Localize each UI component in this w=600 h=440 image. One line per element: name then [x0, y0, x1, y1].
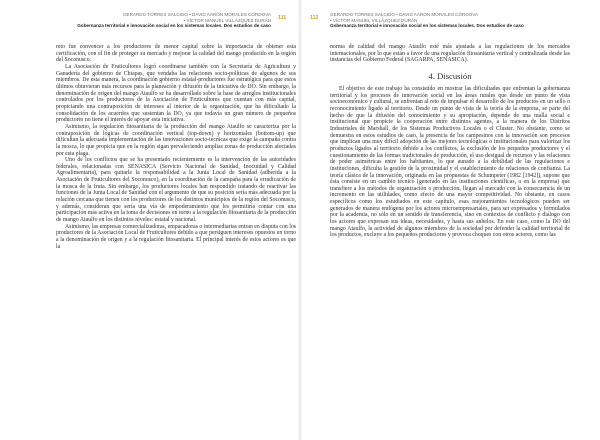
right-page-body	[330, 44, 570, 239]
right-intro-paragraph: norma de calidad del mango Ataulfo esté más ajustada a las regulaciones de los mercados internacionales, por lo que están a favor de una regulación fitosanitaria vertical y centralizada desde las instancias del Gobierno Federal (SAGARPA, SENASICA).	[330, 44, 570, 64]
left-page-body	[56, 44, 296, 250]
right-header-authors-line-2: • VÍCTOR MANUEL VILLÁZQUEZ DURÁN	[330, 17, 418, 23]
right-header-authors-line-1: GERARDO TORRES SALCIDO • DAVID AARÓN MORALES CÓRDOVA	[330, 12, 479, 17]
right-header-title: Gobernanza territorial e innovación social en los sistemas locales. Dos estudios de caso	[330, 23, 524, 29]
section-title-discussion: 4. Discusión	[428, 70, 472, 81]
left-paragraph-4: Uno de los conflictos que se ha presentado recientemente es la intervención de las autoridades federales, relacionadas con SENASICA (Servicio Nacional de Sanidad, Inocuidad y Calidad Agroalimentaria), para quitarle la responsabilidad a la Junta Local de Sanidad (adherida a la Asociación de Fruticultores del Soconusco), en la coordinación de la campaña para la erradicación de la mosca de la fruta. Sin embargo, los productores locales han respondido tratando de reactivar las funciones de la Junta Local de Sanidad con el argumento de que su posición sería más adecuada por la relación cercana que tienen con los productores de los distintos municipios de la región del Soconusco, y además, consideran que sería una vía de empoderamiento que les permitiría contar con una participación más activa en la toma de decisiones en torno a la regulación fitosanitaria de la producción de mango Ataulfo en los distintos niveles: estatal y nacional.	[56, 157, 296, 224]
left-paragraph-1: reto fue convencer a los productores de menor capital sobre la importancia de obtener esta certificación, con el fin de proteger su mercado y mejorar la calidad del mango producido en la región del Soconusco.	[56, 44, 296, 64]
left-header-authors-line-2: • VÍCTOR MANUEL VILLÁZQUEZ DURÁN	[183, 17, 271, 23]
right-paragraph-1: El objetivo de este trabajo ha consistido en mostrar las dificultades que enfrentan la gobernanza territorial y los procesos de innovación social en las áreas rurales que desde un punto de vista socioeconómico y cultural, se enfrentan al reto de impulsar el desarrollo de los productos en un sello o reconocimiento ligado al territorio. Desde un punto de vista de la teoría de la empresa, se parte del hecho de que la difusión del conocimiento y su apropiación, depende de una malla social e institucional que propicie la cooperación entre distintos agentes, a la manera de los Distritos Industriales de Marshall, de los Sistemas Productivos Locales o el Cluster. No obstante, como se demuestra en estos estudios de caso, la presencia de los campesinos con la innovación son procesos que implican una muy difícil adopción de las mejores tecnológicas o institucionales para valorizar los productos ligados al territorio debido a los conflictos, la exclusión de los pequeños productores y el cuestionamiento de las formas tradicionales de producción, el uso desigual de recursos y las relaciones de poder asimétricas entre los habitantes, lo que aunado a la debilidad de las regulaciones e instituciones, dificulta la gestión de la proximidad y el establecimiento de relaciones de confianza. La teoría clásica de la innovación, originada en las propuestas de Schumpeter (1982 [1942]), supone que ésta consiste en un cambio técnico (generado en las instituciones científicas, o en la empresa) que transfiere a los métodos de organización o producción, llegan al mercado con la consecuencia de un incremento en las utilidades, como efecto de una mayor competitividad. No obstante, en casos específicos como los estudiados en este capítulo, esas mejoramientos tecnológicos pueden ser generados de manera endógena por los actores microempresariales, para ser expresados y formulados por la academia, no sólo en un sentido de transferencia, sino en contextos de conflicto y diálogo con los actores que expresan sus ideas, necesidades, y hasta sus anhelos. En este caso, como la DO del mango Ataulfo, la actividad de algunos miembros de la sociedad por defender la calidad territorial de los productos, excluye a los pequeños productores y provoca choques con otros actores, como las	[330, 85, 570, 239]
left-header-authors-line-1: GERARDO TORRES SALCIDO • DAVID AARÓN MORALES CÓRDOVA	[122, 12, 271, 17]
left-paragraph-5: Asimismo, las empresas comercializadoras, empacadoras o intermediarias entran en disputa con los productores de la Asociación Local de Fruticultores debido a que persiguen intereses opuestos en torno a la denominación de origen y a la regulación fitosanitaria. El principal interés de estos actores es que la	[56, 223, 296, 250]
right-page	[300, 0, 600, 440]
left-paragraph-2: La Asociación de Fruticultores logró coordinarse también con la Secretaría de Agricultura y Ganadería del gobierno de Chiapas, que vendaba las relaciones socio-políticas de algunos de sus miembros. De esta manera, la coordinación gobierno estatal-productores fue estratégica para que estos últimos obtuvieran más recursos para la planeación y difusión de la iniciativa de DO. Sin embargo, la denominación de origen del mango Ataulfo se ha desarrollado sobre la base de arreglos institucionales controlados por los productores de la Asociación de Fruticultores que cuentan con más capital, propiciando una contraposición de intereses al interior de la organización, que ha dificultado la consolidación de los acuerdos que sustentan la DO, ya que todavía un gran número de pequeños productores no tiene el interés de apoyar esta iniciativa.	[56, 63, 296, 124]
right-page-number: 112	[310, 15, 319, 21]
left-running-header	[56, 12, 271, 36]
left-paragraph-3: Asimismo, la regulación fitosanitaria de la producción del mango Ataulfo se caracteriza por la contraposición de lógicas de coordinación vertical (top-down) y horizontales (bottom-up) que dificultan la adecuada implementación de las innovaciones socio-técnicas que exige la campaña contra la mosca, lo que propicia que en la región sigan prevaleciendo amplias zonas de producción afectadas por esta plaga.	[56, 123, 296, 157]
left-header-title: Gobernanza territorial e innovación social en los sistemas locales. Dos estudios de caso	[77, 23, 271, 29]
right-running-header	[330, 12, 550, 36]
left-page-number: 111	[278, 15, 287, 21]
